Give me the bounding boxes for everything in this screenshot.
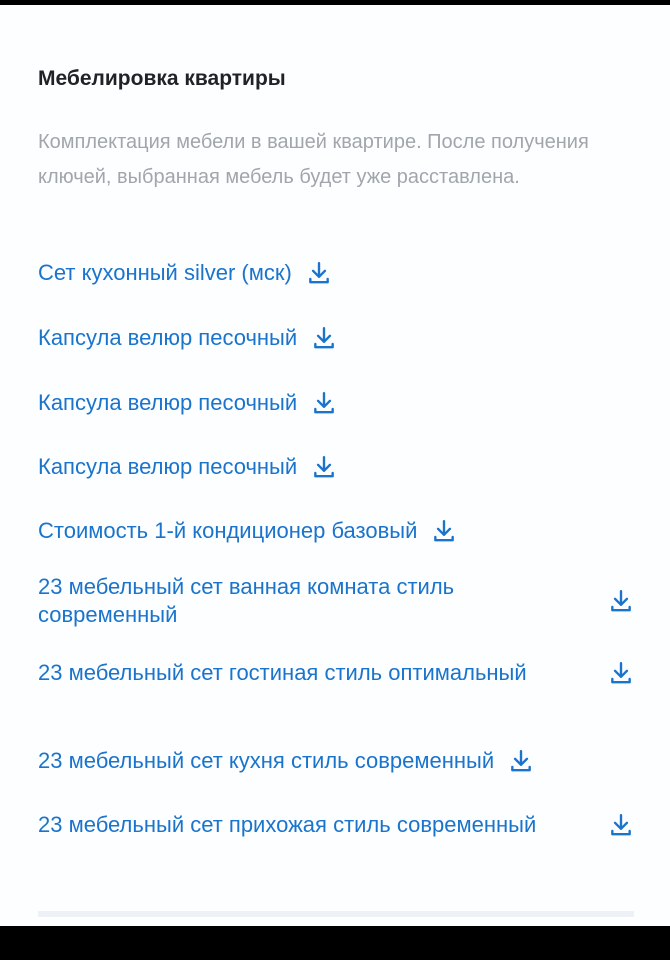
section-description: Комплектация мебели в вашей квартире. После получения ключей, выбранная мебель будет уже расставлена. xyxy=(38,131,589,188)
document-label: 23 мебельный сет прихожая стиль современный xyxy=(38,812,537,837)
document-link[interactable] xyxy=(38,259,332,287)
document-link[interactable] xyxy=(38,453,337,481)
document-label: 23 мебельный сет ванная комната стиль современный xyxy=(38,574,455,627)
download-icon xyxy=(311,390,337,416)
document-link[interactable] xyxy=(38,811,634,839)
document-label: Стоимость 1-й кондиционер базовый xyxy=(38,518,418,543)
document-label: Капсула велюр песочный xyxy=(38,390,298,415)
document-link[interactable] xyxy=(38,659,634,687)
document-label: Капсула велюр песочный xyxy=(38,325,298,350)
download-icon xyxy=(311,325,337,351)
document-link[interactable] xyxy=(38,747,534,775)
document-link[interactable] xyxy=(38,324,337,352)
download-icon xyxy=(311,454,337,480)
furnishing-section xyxy=(0,5,670,926)
download-icon xyxy=(306,260,332,286)
download-icon xyxy=(431,518,457,544)
document-link[interactable] xyxy=(38,389,337,417)
bottom-edge-bar xyxy=(0,926,670,960)
document-label: Капсула велюр песочный xyxy=(38,454,298,479)
section-divider xyxy=(38,911,634,917)
download-icon xyxy=(508,748,534,774)
download-icon xyxy=(608,660,634,686)
download-icon xyxy=(608,588,634,614)
document-link[interactable] xyxy=(38,517,457,545)
document-label: 23 мебельный сет кухня стиль современный xyxy=(38,748,495,773)
document-link[interactable] xyxy=(38,573,634,629)
document-label: Сет кухонный silver (мск) xyxy=(38,260,292,285)
document-label: 23 мебельный сет гостиная стиль оптимальный xyxy=(38,660,527,685)
section-title: Мебелировка квартиры xyxy=(38,67,286,90)
download-icon xyxy=(608,812,634,838)
